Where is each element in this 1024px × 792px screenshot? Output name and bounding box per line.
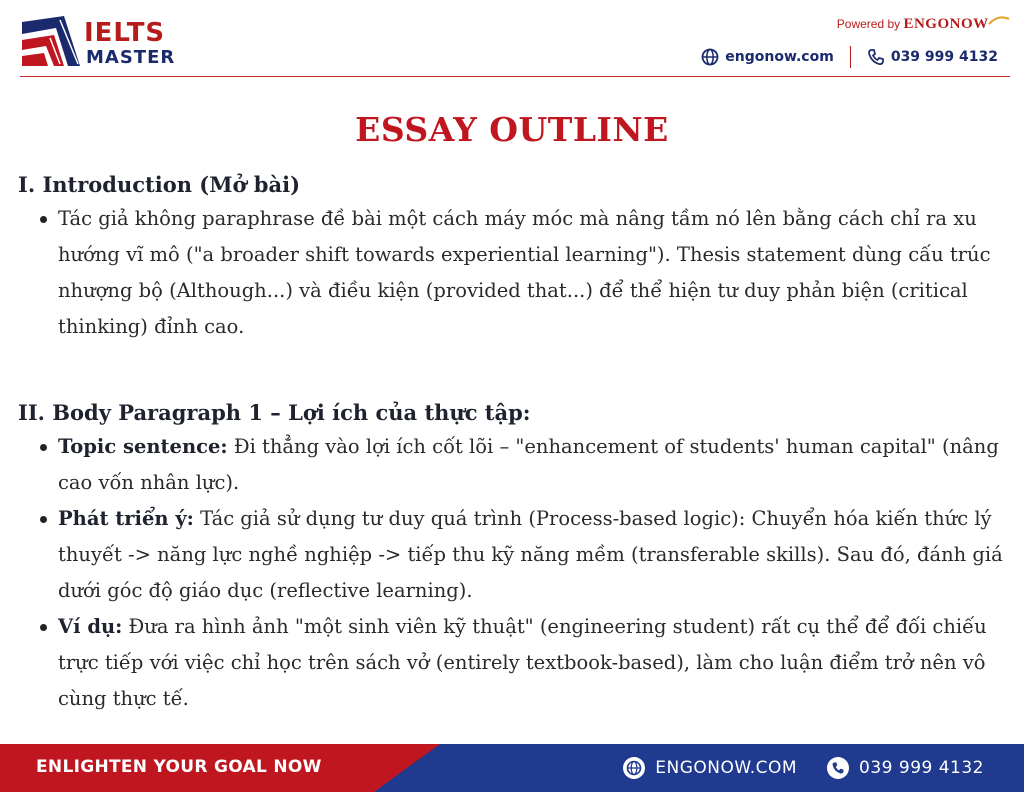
engonow-brand: ENGONOW bbox=[903, 16, 989, 32]
header-contact bbox=[701, 46, 998, 68]
header-divider bbox=[20, 76, 1010, 77]
bullet-text: Tác giả sử dụng tư duy quá trình (Process-based logic): Chuyển hóa kiến thức lý thuyết -> năng lực nghề nghiệp -> tiếp thu kỹ năng mềm (transferable skills). Sau đó, đánh giá dưới góc độ giáo dục (reflective learning). bbox=[58, 507, 1003, 602]
bullet-list bbox=[18, 201, 1008, 345]
globe-icon bbox=[623, 757, 645, 779]
footer-phone-link[interactable]: 039 999 4132 bbox=[859, 758, 984, 778]
section-introduction bbox=[18, 172, 1008, 345]
logo-ielts-text: IELTS bbox=[84, 18, 166, 48]
globe-icon bbox=[701, 48, 719, 66]
bullet-list bbox=[18, 429, 1008, 717]
section-heading: II. Body Paragraph 1 – Lợi ích của thực tập: bbox=[18, 400, 531, 425]
page-header bbox=[0, 0, 1024, 80]
header-phone-link[interactable]: 039 999 4132 bbox=[890, 49, 998, 65]
ielts-master-logo[interactable] bbox=[20, 14, 220, 70]
page-title: ESSAY OUTLINE bbox=[355, 110, 669, 149]
header-website-link[interactable]: engonow.com bbox=[725, 49, 834, 65]
swoosh-icon bbox=[988, 16, 1010, 26]
logo-stripes-icon bbox=[20, 14, 82, 68]
bullet-text: Đưa ra hình ảnh "một sinh viên kỹ thuật" (engineering student) rất cụ thể để đối chiếu trực tiếp với việc chỉ học trên sách vở (entirely textbook-based), làm cho luận điểm trở nên vô cùng thực tế. bbox=[58, 615, 987, 710]
logo-master-text: MASTER bbox=[86, 47, 176, 68]
bullet-lead: Phát triển ý: bbox=[58, 507, 194, 530]
list-item bbox=[18, 429, 1008, 501]
contact-divider bbox=[850, 46, 851, 68]
bullet-lead: Topic sentence: bbox=[58, 435, 228, 458]
section-body-paragraph-1 bbox=[18, 400, 1008, 717]
list-item bbox=[18, 501, 1008, 609]
phone-icon bbox=[827, 757, 849, 779]
bullet-lead: Ví dụ: bbox=[58, 615, 123, 638]
list-item bbox=[18, 609, 1008, 717]
footer-contact bbox=[623, 754, 984, 782]
phone-icon bbox=[867, 48, 885, 66]
list-item bbox=[18, 201, 1008, 345]
page-footer bbox=[0, 744, 1024, 792]
powered-by bbox=[837, 16, 1010, 33]
section-heading: I. Introduction (Mở bài) bbox=[18, 172, 301, 197]
bullet-text: Đi thẳng vào lợi ích cốt lõi – "enhancement of students' human capital" (nâng cao vốn nhân lực). bbox=[58, 435, 999, 494]
bullet-text: Tác giả không paraphrase đề bài một cách máy móc mà nâng tầm nó lên bằng cách chỉ ra xu hướng vĩ mô ("a broader shift towards experiential learning"). Thesis statement dùng cấu trúc nhượng bộ (Although...) và điều kiện (provided that...) để thể hiện tư duy phản biện (critical thinking) đỉnh cao. bbox=[58, 207, 991, 338]
footer-slogan: ENLIGHTEN YOUR GOAL NOW bbox=[36, 757, 322, 777]
powered-prefix: Powered by bbox=[836, 17, 904, 31]
footer-website-link[interactable]: ENGONOW.COM bbox=[655, 758, 798, 778]
